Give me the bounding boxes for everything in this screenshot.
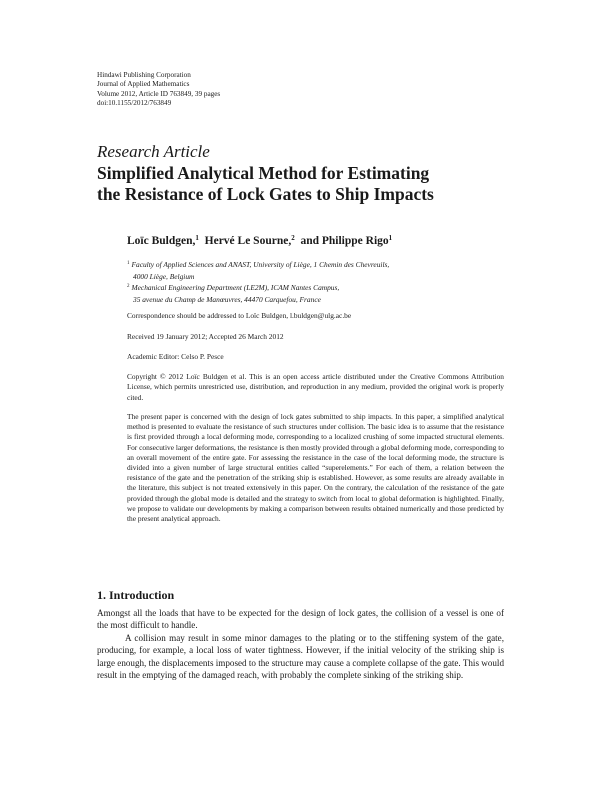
affiliation-text: Mechanical Engineering Department (LE2M), ICAM Nantes Campus, xyxy=(131,283,340,292)
article-type: Research Article xyxy=(97,142,210,161)
title-line-2: the Resistance of Lock Gates to Ship Impacts xyxy=(97,184,434,204)
author-affiliation-mark: 1 xyxy=(195,234,199,242)
paragraph: Amongst all the loads that have to be expected for the design of lock gates, the collision of a vessel is one of the most difficult to handle. xyxy=(97,608,504,631)
section-body xyxy=(97,607,504,681)
abstract: The present paper is concerned with the design of lock gates submitted to ship impacts. In this paper, a simplified analytical method is presented to evaluate the resistance of such structures under collision. The basic idea is to assume that the resistance is first provided through a local deforming mode, corresponding to a localized crushing of some impacted structural elements. For consecutive larger deformations, the resistance is then mostly provided through a global deforming mode, corresponding to an overall movement of the entire gate. For assessing the resistance in the case of the local deforming mode, the structure is divided into a given number of large structural entities called “superelements.” For each of them, a relation between the resistance of the gate and the penetration of the striking ship is established. However, as some results are already available in the literature, this subject is not treated extensively in this paper. On the contrary, the calculation of the resistance of the gate provided through the global mode is detailed and the strategy to switch from local to global deformation is highlighted. Finally, we propose to validate our developments by making a comparison between results obtained numerically and those predicted by the present analytical approach. xyxy=(127,412,504,524)
author-affiliation-mark: 1 xyxy=(388,234,393,242)
journal-name: Journal of Applied Mathematics xyxy=(97,80,190,89)
copyright-notice: Copyright © 2012 Loïc Buldgen et al. This is an open access article distributed under the Creative Commons Attribution License, which permits unrestricted use, distribution, and reproduction in any medium, provided the original work is properly cited. xyxy=(127,372,504,402)
article-title xyxy=(97,163,434,205)
affiliations xyxy=(127,259,389,305)
author-list xyxy=(127,235,392,247)
affiliation-mark: 1 xyxy=(127,261,130,266)
affiliation-1-cont: 4000 Liège, Belgium xyxy=(133,271,195,281)
affiliation-2 xyxy=(127,282,389,294)
publisher-line: Hindawi Publishing Corporation xyxy=(97,71,191,79)
paragraph: A collision may result in some minor damages to the plating or to the stiffening system of the gate, producing, for example, a local loss of water tightness. However, if the initial velocity of the striking ship is large enough, the displacements imposed to the structure may cause a complete collapse of the gate. This would result in the emptying of the damaged reach, with probably the complete sinking of the striking ship. xyxy=(97,632,504,681)
editor-line: Academic Editor: Celso P. Pesce xyxy=(127,352,224,361)
affiliation-mark: 2 xyxy=(127,284,130,289)
author-name: Hervé Le Sourne, xyxy=(204,235,292,247)
affiliation-1 xyxy=(127,259,389,271)
affiliation-2-cont: 35 avenue du Champ de Manœuvres, 44470 Carquefou, France xyxy=(133,294,321,304)
section-heading: 1. Introduction xyxy=(97,588,175,602)
author-name: Loïc Buldgen, xyxy=(127,235,196,247)
affiliation-text: Faculty of Applied Sciences and ANAST, University of Liège, 1 Chemin des Chevreuils, xyxy=(131,260,390,269)
author-name: and Philippe Rigo xyxy=(300,235,389,247)
author-affiliation-mark: 2 xyxy=(291,234,295,242)
doi-line[interactable]: doi:10.1155/2012/763849 xyxy=(97,98,172,107)
title-line-1: Simplified Analytical Method for Estimating xyxy=(97,163,430,183)
dates-line: Received 19 January 2012; Accepted 26 March 2012 xyxy=(127,332,284,341)
correspondence-line: Correspondence should be addressed to Loïc Buldgen, l.buldgen@ulg.ac.be xyxy=(127,311,352,320)
journal-header xyxy=(97,71,220,108)
volume-line: Volume 2012, Article ID 763849, 39 pages xyxy=(97,89,221,98)
